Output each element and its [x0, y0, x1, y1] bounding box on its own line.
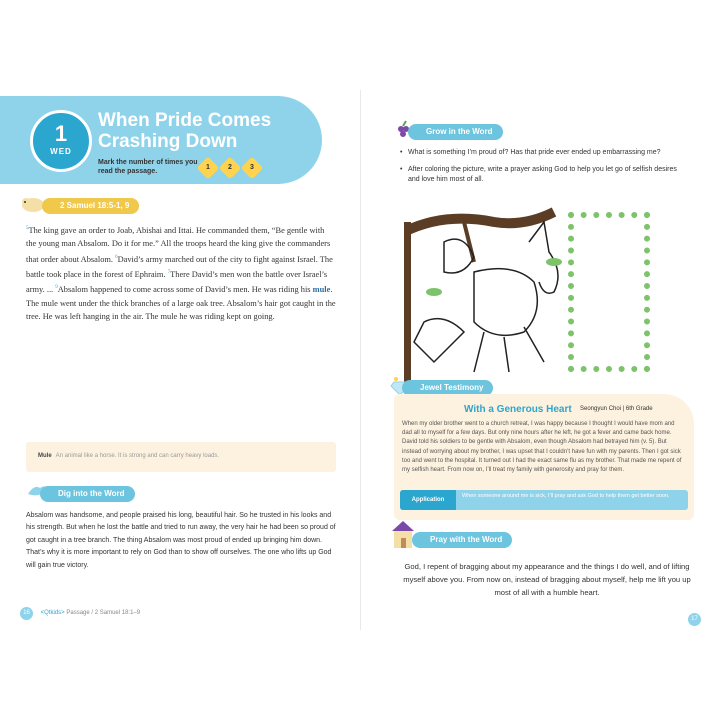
tally-3[interactable]: 3 — [241, 157, 264, 180]
page-number: 16 — [20, 607, 33, 620]
grow-questions — [400, 148, 690, 192]
page-title: When Pride Comes Crashing Down — [98, 110, 272, 152]
testimony-box — [394, 394, 694, 520]
dig-text: Absalom was handsome, and people praised his long, beautiful hair. So he trusted in his looks and his strength. But when he lost the battle and tried to run away, the very hair he had been so proud of got caught in a tree branch. The thing Absalom was most proud of ended up bringing him down. That’s why it is more important to rely on God than to show off ourselves. The one who lifts up God will gain true victory. — [26, 512, 336, 569]
day-badge — [30, 110, 92, 172]
tally-2[interactable]: 2 — [219, 157, 242, 180]
glossary-box: Mule An animal like a horse. It is strong and can carry heavy loads. — [26, 442, 336, 472]
tally-1[interactable]: 1 — [197, 157, 220, 180]
application-label: Application — [400, 490, 456, 510]
footer-right — [688, 607, 707, 626]
grow-label: Grow in the Word — [408, 124, 503, 140]
footer-left: 16 <Qtkids> Passage / 2 Samuel 18:1–9 — [20, 607, 140, 620]
glossary-word[interactable]: mule — [312, 285, 331, 295]
testimony-body: When my older brother went to a church retreat, I was happy because I thought I would have mom and dad all to myself for a few days. But only nine hours after he left, he got a fever and came back home. David told his soldiers to be gentle with Absalom, even though Absalom had betrayed him (v. 5). But instead of worrying about my brother, I was upset that I couldn’t have fun with my parents. Then I got sick too and went to the hospital. It turned out I had the exact same flu as my brother. That made me repent of my selfish heart. From now on, I’ll treat my family with generosity and pray for them. — [402, 421, 682, 474]
dig-label: Dig into the Word — [40, 486, 135, 502]
question-2: • After coloring the picture, write a prayer asking God to help you let go of selfish desires and love him most of all. — [400, 165, 690, 186]
mark-instruction: Mark the number of times you read the passage. — [98, 159, 198, 175]
application-text: When someone around me is sick, I’ll pray and ask God to help them get better soon. — [462, 493, 670, 499]
absalom-coloring-illustration[interactable] — [404, 202, 574, 382]
passage-reference: 2 Samuel 18:5-1, 9 — [42, 198, 139, 214]
pray-label: Pray with the Word — [412, 532, 512, 548]
prayer-drawing-frame[interactable] — [568, 212, 650, 372]
page-number: 17 — [688, 613, 701, 626]
scripture-passage: $^5$The king gave an order to Joab, Abishai and Ittai. He commanded them, “Be gentle with the young man Absalom. Do it for me.” All the troops heard the king give the commanders that order about Absalom. $^6$David’s army marched out of the city to fight against Israel. The battle took place in the forest of Ephraim. $^7$There David’s men won the battle over Israel’s army. ... $^9$Absalom happened to come across some of David’s men. He was riding his mule. The mule went under the thick branches of a large oak tree. Absalom’s hair got caught in the tree. He was left hanging in the air. The mule he was riding kept on going. — [26, 225, 336, 322]
day-name: WED — [50, 147, 72, 156]
header-banner — [0, 96, 322, 184]
testimony-author: Seongyun Choi | 6th Grade — [580, 406, 653, 412]
testimony-label: Jewel Testimony — [402, 380, 493, 396]
prayer-text: God, I repent of bragging about my appearance and the things I do well, and of lifting myself above you. From now on, instead of bragging about myself, help me lift you up most of all with a humble heart. — [403, 562, 691, 597]
right-page — [372, 90, 712, 630]
application-bar — [400, 490, 688, 510]
question-1: • What is something I’m proud of? Has that pride ever ended up embarrassing me? — [400, 148, 690, 159]
page-gutter — [360, 90, 361, 630]
testimony-title: With a Generous Heart — [464, 404, 572, 415]
left-page — [14, 90, 354, 630]
day-number: 1 — [54, 121, 68, 146]
